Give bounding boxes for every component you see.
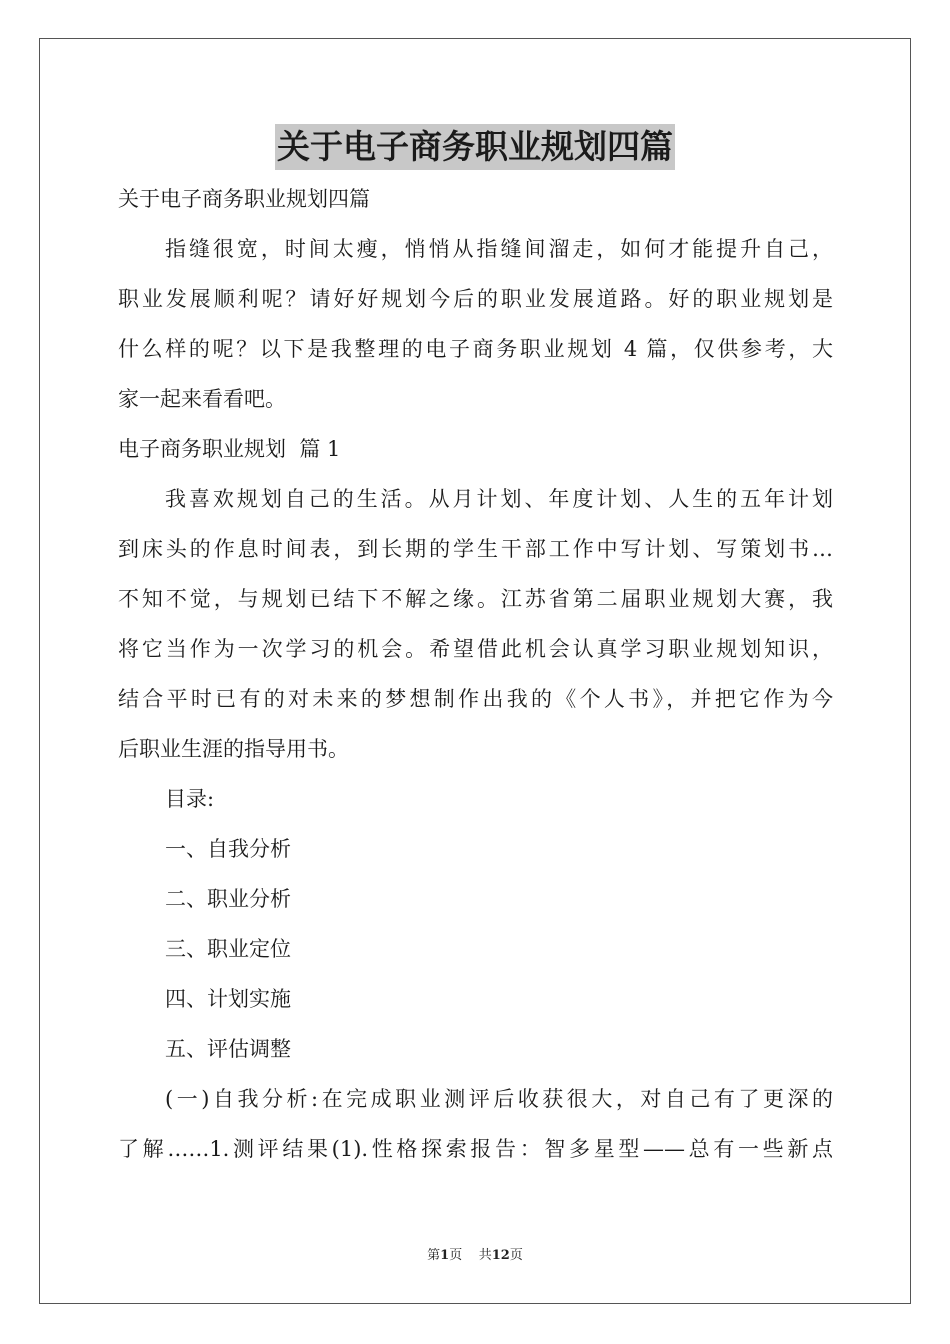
title-block xyxy=(0,124,950,170)
toc-item: 五、评估调整 xyxy=(165,1037,291,1061)
total-prefix: 共 xyxy=(478,1248,492,1263)
total-suffix: 页 xyxy=(509,1248,523,1263)
toc-item: 一、自我分析 xyxy=(165,837,291,861)
page-footer xyxy=(0,1246,950,1266)
toc-item: 四、计划实施 xyxy=(165,987,291,1011)
document-subtitle: 关于电子商务职业规划四篇 xyxy=(118,187,370,211)
paragraph-line: 了解……1.测评结果(1).性格探索报告：智多星型——总有一些新点 xyxy=(118,1137,833,1161)
total-pages: 12 xyxy=(491,1248,510,1263)
toc-label: 目录: xyxy=(165,787,215,811)
paragraph-line: 什么样的呢？以下是我整理的电子商务职业规划 4 篇，仅供参考，大 xyxy=(118,337,833,361)
document-title: 关于电子商务职业规划四篇 xyxy=(275,124,675,170)
paragraph-line: 家一起来看看吧。 xyxy=(118,387,286,411)
document-body xyxy=(118,174,833,1174)
toc-item: 三、职业定位 xyxy=(165,937,291,961)
page-suffix: 页 xyxy=(449,1248,463,1263)
paragraph-line: 不知不觉，与规划已结下不解之缘。江苏省第二届职业规划大赛，我 xyxy=(118,587,833,611)
section-heading: 电子商务职业规划 篇 1 xyxy=(118,437,341,461)
page-prefix: 第 xyxy=(427,1248,441,1263)
paragraph-line: 后职业生涯的指导用书。 xyxy=(118,737,349,761)
paragraph-line: 将它当作为一次学习的机会。希望借此机会认真学习职业规划知识， xyxy=(118,637,833,661)
toc-item: 二、职业分析 xyxy=(165,887,291,911)
paragraph-line: 指缝很宽，时间太瘦，悄悄从指缝间溜走，如何才能提升自己， xyxy=(165,237,833,261)
paragraph-line: 我喜欢规划自己的生活。从月计划、年度计划、人生的五年计划 xyxy=(165,487,833,511)
paragraph-line: 到床头的作息时间表，到长期的学生干部工作中写计划、写策划书… xyxy=(118,537,833,561)
paragraph-line: 结合平时已有的对未来的梦想制作出我的《个人书》，并把它作为今 xyxy=(118,687,833,711)
page-number: 1 xyxy=(440,1248,450,1263)
paragraph-line: 职业发展顺利呢？请好好规划今后的职业发展道路。好的职业规划是 xyxy=(118,287,833,311)
paragraph-line: (一)自我分析:在完成职业测评后收获很大，对自己有了更深的 xyxy=(165,1087,833,1111)
